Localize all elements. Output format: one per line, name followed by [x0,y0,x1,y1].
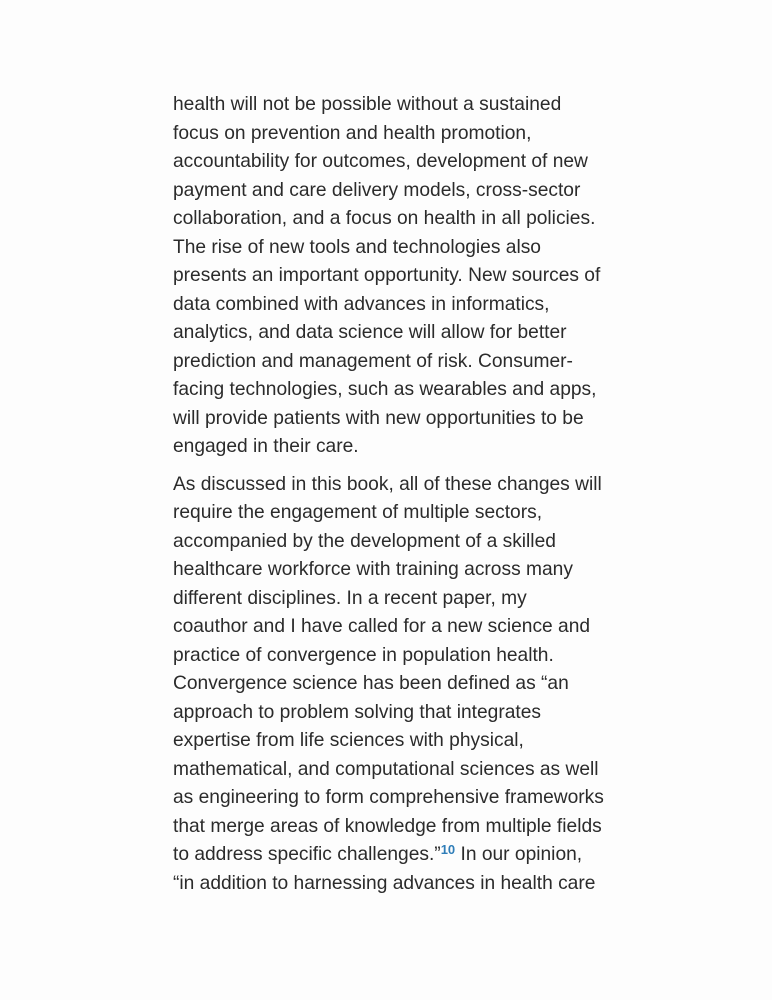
text-line: coauthor and I have called for a new science and [173,616,591,637]
text-line: presents an important opportunity. New sources of [173,265,601,286]
text-segment: to address specific challenges.” [173,844,441,865]
text-line: accompanied by the development of a skilled [173,530,556,552]
text-line: that merge areas of knowledge from multiple fields [173,815,602,837]
text-line: As discussed in this book, all of these changes will [173,473,602,495]
text-line: practice of convergence in population health. [173,644,554,666]
text-line: payment and care delivery models, cross-sector [173,179,581,201]
text-line: “in addition to harnessing advances in health care [173,872,596,894]
reference-link-10[interactable]: 10 [440,842,456,857]
text-line: as engineering to form comprehensive frameworks [173,787,604,808]
text-line: focus on prevention and health promotion, [173,122,532,144]
text-line: mathematical, and computational sciences as well [173,758,599,780]
text-line: Convergence science has been defined as “an [173,673,569,694]
text-line: healthcare workforce with training across many [173,559,573,580]
text-line: engaged in their care. [173,436,359,457]
text-line-with-reference [173,841,613,870]
paragraph-1 [173,91,613,462]
text-line: different disciplines. In a recent paper, my [173,587,527,609]
text-line: analytics, and data science will allow for better [173,322,567,343]
text-line: approach to problem solving that integrates [173,701,541,723]
text-line: data combined with advances in informatics, [173,293,550,315]
text-line: facing technologies, such as wearables and apps, [173,379,597,400]
text-line: prediction and management of risk. Consumer- [173,350,573,372]
text-line: collaboration, and a focus on health in all policies. [173,208,596,229]
body-text [173,91,613,898]
text-line: expertise from life sciences with physical, [173,730,524,751]
text-segment: In our opinion, [455,844,583,865]
text-line: health will not be possible without a sustained [173,94,562,115]
text-line: will provide patients with new opportunities to be [173,407,584,429]
paragraph-2 [173,471,613,899]
text-line: accountability for outcomes, development of new [173,151,588,172]
text-line: The rise of new tools and technologies also [173,236,541,258]
text-line: require the engagement of multiple sectors, [173,502,543,523]
